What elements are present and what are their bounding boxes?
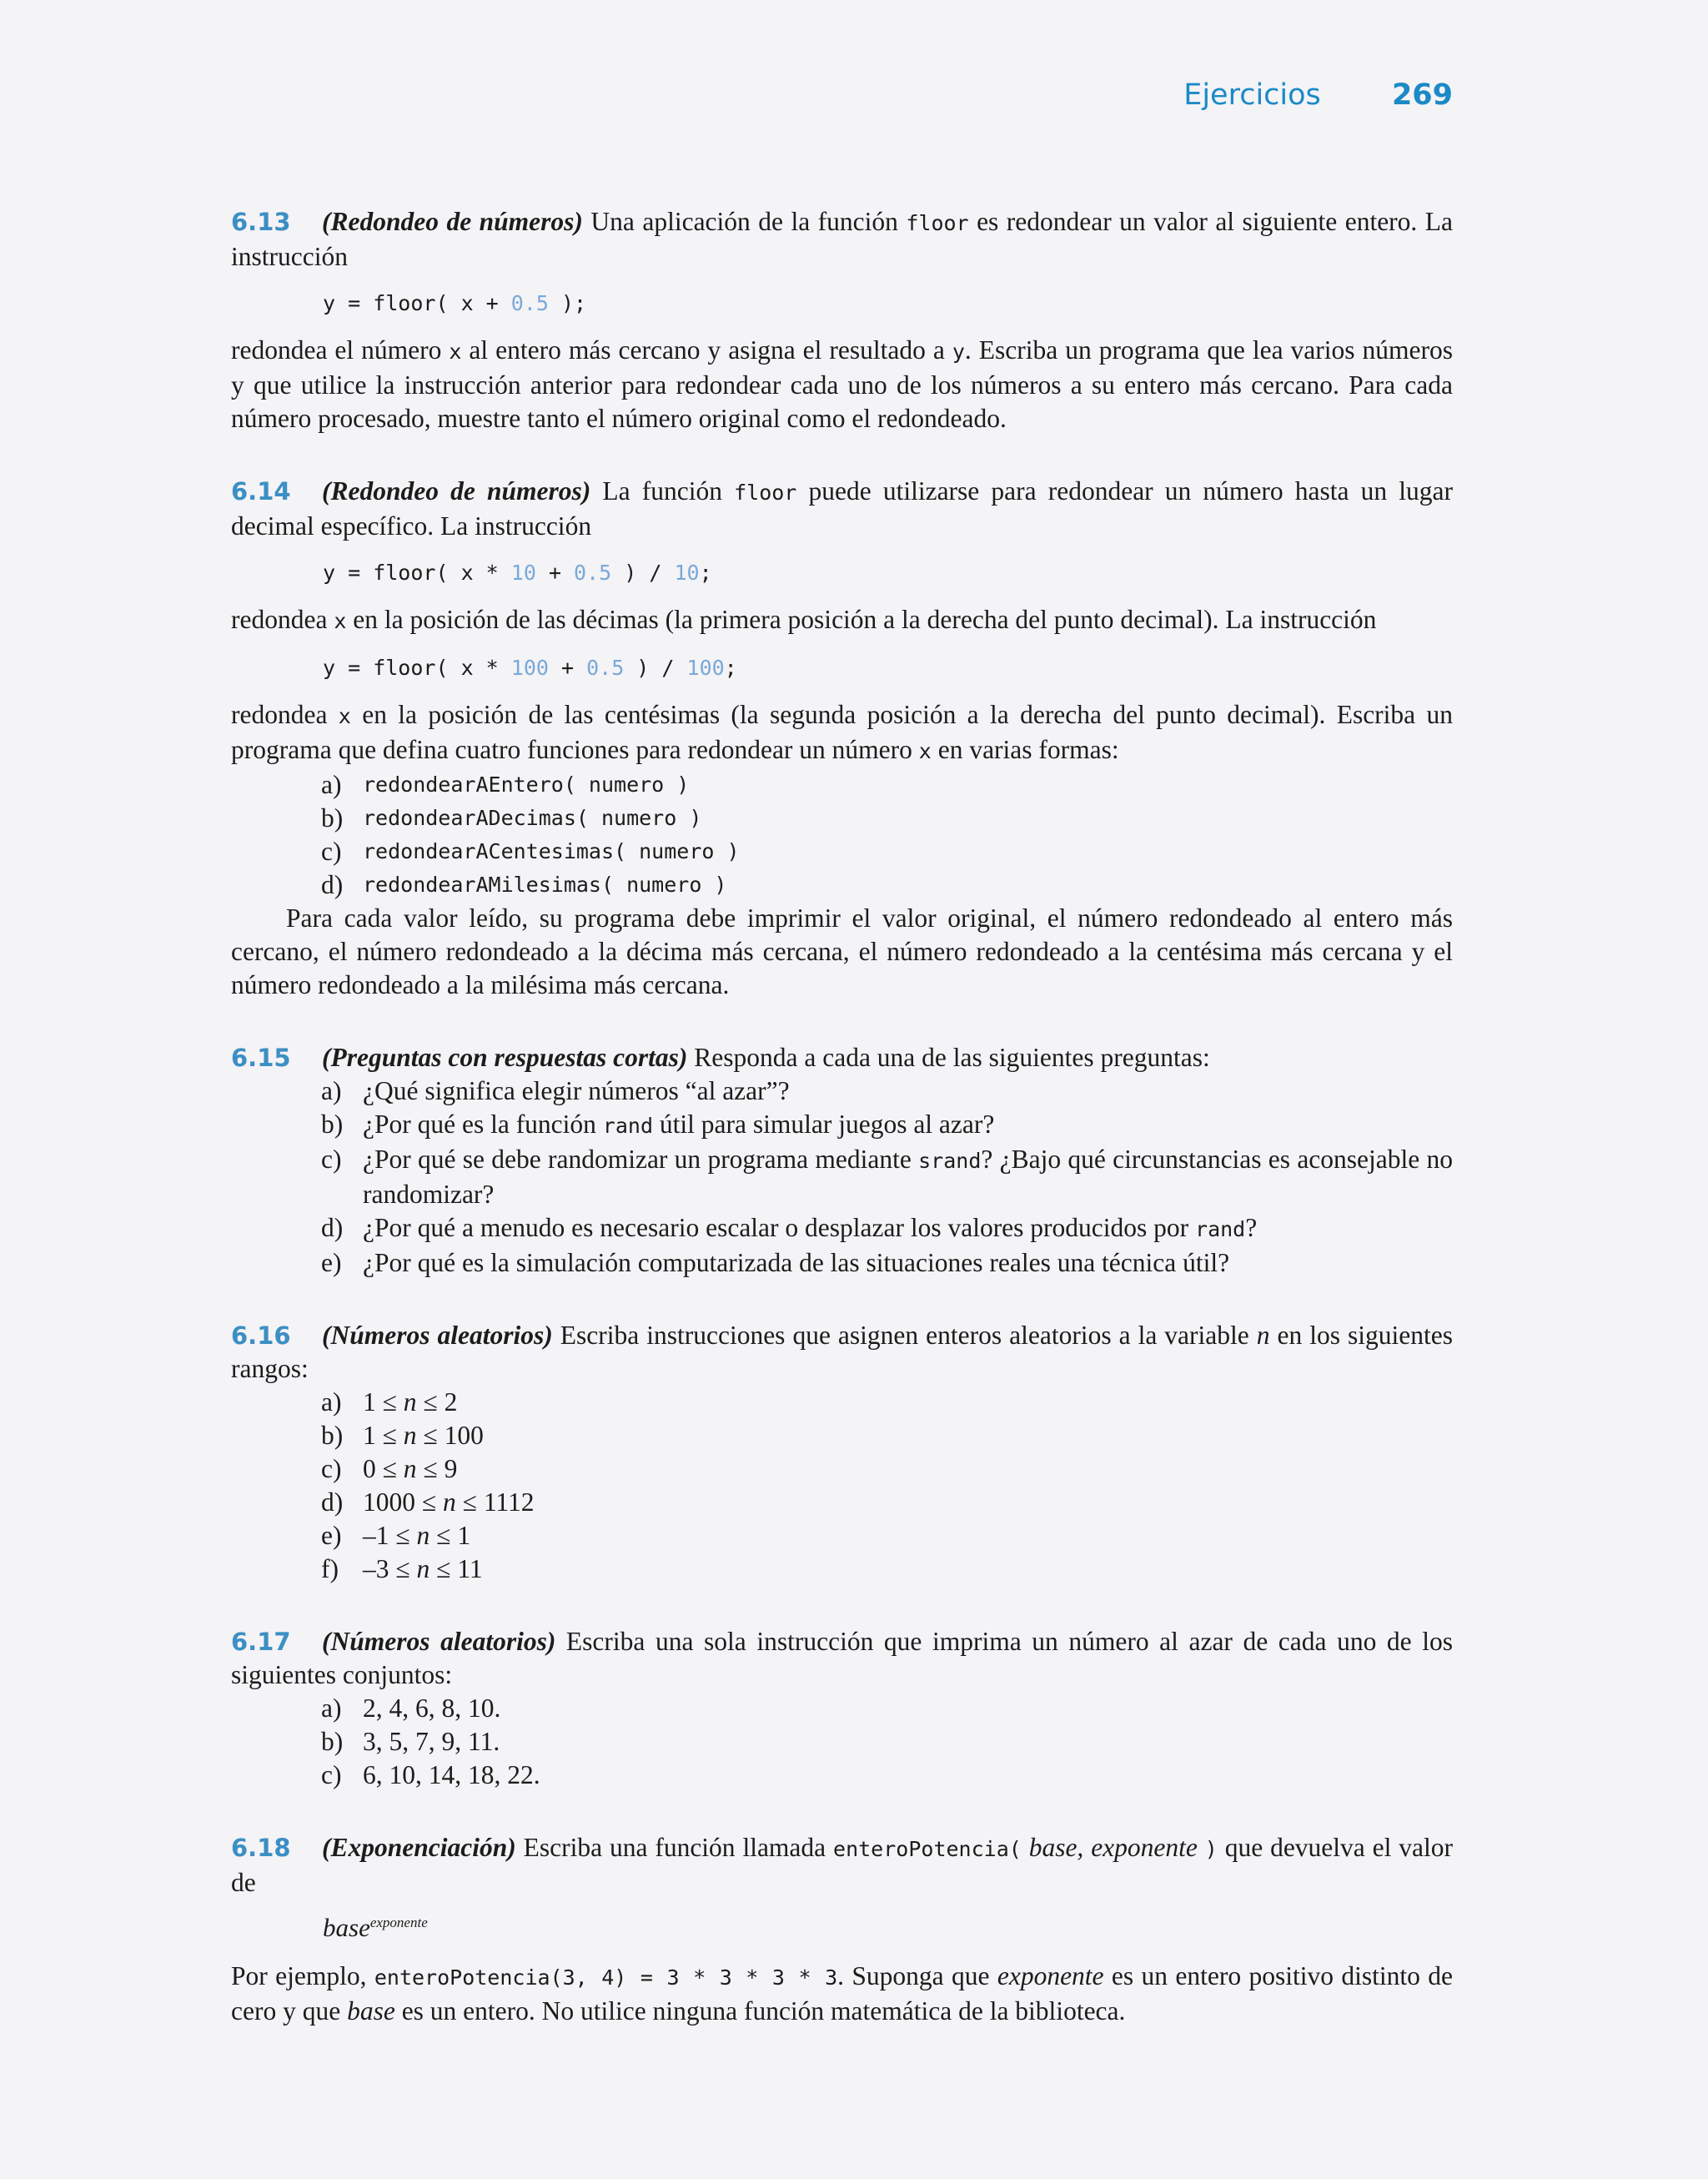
range-low: 1 — [363, 1387, 376, 1417]
inline-code: redondearAEntero( numero ) — [363, 772, 690, 797]
exercise-number: 6.15 — [231, 1044, 291, 1072]
code-block — [323, 556, 1453, 590]
range-expression — [363, 1452, 1453, 1486]
exercise-body — [231, 603, 1453, 638]
range-high: 9 — [444, 1454, 458, 1483]
text: en varias formas: — [931, 735, 1119, 764]
item-label: c) — [321, 1145, 342, 1174]
code-literal: 10 — [510, 561, 536, 585]
exercise-number: 6.18 — [231, 1834, 291, 1862]
relation-symbol: ≤ — [423, 1387, 438, 1417]
item-text: 2, 4, 6, 8, 10. — [363, 1693, 501, 1723]
relation-symbol: ≤ — [423, 1454, 438, 1483]
exercise-6-15 — [231, 1041, 1453, 1280]
text: es un entero positivo distinto de cero y que — [231, 1961, 1453, 2026]
text: es un entero. No utilice ninguna función matemática de la biblioteca. — [394, 1996, 1126, 2026]
list-item — [321, 768, 1453, 802]
exercise-title: (Exponenciación) — [322, 1833, 516, 1862]
list-item — [321, 1452, 1453, 1486]
relation-symbol: ≤ — [421, 1487, 437, 1517]
range-low: 1 — [363, 1421, 376, 1450]
text: que devuelva el valor de — [231, 1833, 1453, 1897]
code-literal: 100 — [686, 656, 725, 680]
range-low: 1000 — [363, 1487, 415, 1517]
text: en la posición de las centésimas (la segunda posición a la derecha del punto decimal). Escriba un programa que defina cuatro funciones para redondear un número — [231, 700, 1454, 764]
text: útil para simular juegos al azar? — [653, 1110, 995, 1139]
inline-code: x — [338, 704, 351, 728]
inline-code: y — [952, 340, 965, 364]
range-expression — [363, 1486, 1453, 1519]
variable: n — [1256, 1321, 1270, 1350]
item-label: b) — [321, 1110, 344, 1139]
text: La función — [590, 476, 735, 506]
exercise-6-17 — [231, 1625, 1453, 1792]
question-list — [321, 1074, 1453, 1280]
code-literal: 10 — [674, 561, 700, 585]
relation-symbol: ≤ — [395, 1521, 410, 1550]
code-text: ) / — [624, 656, 687, 680]
text: redondea el número — [231, 335, 450, 365]
inline-code: x — [918, 739, 932, 763]
exercise-title: (Números aleatorios) — [322, 1321, 553, 1350]
code-literal: 0.5 — [586, 656, 625, 680]
code-text: y = floor( x * — [323, 561, 511, 585]
code-text: ); — [548, 291, 587, 315]
list-item — [321, 1074, 1453, 1108]
inline-code: srand — [918, 1149, 982, 1173]
range-low: –3 — [363, 1554, 389, 1583]
relation-symbol: ≤ — [462, 1487, 477, 1517]
list-item — [321, 1692, 1453, 1725]
code-literal: 0.5 — [574, 561, 612, 585]
parameters: base, exponente — [1021, 1833, 1205, 1862]
exercise-number: 6.13 — [231, 208, 291, 236]
item-label: b) — [321, 1727, 344, 1756]
range-low: –1 — [363, 1521, 389, 1550]
section-title: Ejercicios — [1183, 78, 1321, 112]
item-text: ¿Qué significa elegir números “al azar”? — [363, 1076, 790, 1105]
item-text: 6, 10, 14, 18, 22. — [363, 1760, 540, 1789]
variable: n — [443, 1487, 456, 1517]
range-expression — [363, 1386, 1453, 1419]
function-list — [321, 768, 1453, 902]
inline-code: redondearACentesimas( numero ) — [363, 839, 740, 863]
exercise-intro — [231, 205, 1453, 274]
range-expression — [363, 1519, 1453, 1552]
inline-code: enteroPotencia(3, 4) = 3 * 3 * 3 * 3 — [374, 1965, 838, 1990]
inline-code: ) — [1204, 1837, 1218, 1861]
running-header — [1183, 78, 1453, 112]
list-item — [321, 1759, 1453, 1792]
text: . Suponga que — [837, 1961, 997, 1990]
text: Escriba una sola instrucción que imprima un número al azar de cada uno de los siguientes conjuntos: — [231, 1627, 1453, 1689]
item-label: c) — [321, 1760, 342, 1789]
code-text: ) / — [611, 561, 675, 585]
list-item — [321, 868, 1453, 902]
text: . Escriba un programa que lea varios números y que utilice la instrucción anterior para redondear cada uno de los números a su entero más cercano. Para cada número procesado, muestre tanto el número original como el redondeado. — [231, 335, 1453, 433]
inline-code: floor — [734, 481, 797, 505]
code-literal: 100 — [510, 656, 549, 680]
list-item — [321, 1108, 1453, 1143]
variable: n — [403, 1454, 417, 1483]
page-number: 269 — [1391, 78, 1453, 112]
item-label: c) — [321, 837, 342, 866]
exercise-6-16 — [231, 1319, 1453, 1586]
exercise-6-13 — [231, 205, 1453, 435]
code-text: ; — [699, 561, 712, 585]
range-low: 0 — [363, 1454, 376, 1483]
item-label: d) — [321, 1487, 344, 1517]
exercise-closing: Para cada valor leído, su programa debe imprimir el valor original, el número redondeado al entero más cercano, el número redondeado a la décima más cercana, el número redondeado a la centésima más cercana y el número redondeado a la milésima más cercana. — [231, 903, 1453, 999]
exercise-number: 6.14 — [231, 477, 291, 506]
item-label: d) — [321, 1213, 344, 1242]
exercise-title: (Redondeo de números) — [322, 207, 583, 236]
relation-symbol: ≤ — [395, 1554, 410, 1583]
inline-code: x — [334, 609, 347, 633]
text: redondea — [231, 700, 339, 729]
list-item — [321, 1143, 1453, 1211]
relation-symbol: ≤ — [382, 1387, 397, 1417]
item-text: ¿Por qué es la simulación computarizada de las situaciones reales una técnica útil? — [363, 1248, 1230, 1277]
inline-code: rand — [602, 1114, 654, 1138]
formula-base: base — [323, 1913, 370, 1942]
relation-symbol: ≤ — [423, 1421, 438, 1450]
exercise-6-14 — [231, 475, 1453, 1002]
variable: n — [416, 1554, 430, 1583]
inline-code: floor — [906, 211, 969, 235]
exercise-intro — [231, 1831, 1453, 1900]
item-label: f) — [321, 1554, 339, 1583]
exercise-6-18 — [231, 1831, 1453, 2028]
code-text: + — [535, 561, 575, 585]
exercise-intro — [231, 1319, 1453, 1386]
list-item — [321, 1211, 1453, 1246]
item-text — [363, 1211, 1453, 1246]
code-literal: 0.5 — [510, 291, 549, 315]
item-text: 3, 5, 7, 9, 11. — [363, 1727, 500, 1756]
range-high: 1 — [457, 1521, 471, 1550]
list-item — [321, 1486, 1453, 1519]
item-label: a) — [321, 1693, 342, 1723]
text: Una aplicación de la función — [582, 207, 907, 236]
exercise-number: 6.17 — [231, 1628, 291, 1656]
set-list — [321, 1692, 1453, 1792]
exercise-body — [231, 334, 1453, 435]
range-high: 2 — [444, 1387, 458, 1417]
text: es redondear un valor al siguiente entero. La instrucción — [231, 207, 1453, 271]
item-label: a) — [321, 1387, 342, 1417]
exercise-body — [231, 1960, 1453, 2028]
relation-symbol: ≤ — [382, 1454, 397, 1483]
range-list — [321, 1386, 1453, 1586]
code-block — [323, 652, 1453, 685]
list-item — [321, 1725, 1453, 1759]
text: ¿Por qué es la función — [363, 1110, 603, 1139]
inline-code: redondearADecimas( numero ) — [363, 806, 702, 830]
item-text — [363, 1143, 1453, 1211]
exercise-title: (Preguntas con respuestas cortas) — [322, 1043, 688, 1072]
inline-code: enteroPotencia( — [833, 1837, 1022, 1861]
exercise-number: 6.16 — [231, 1321, 291, 1350]
text: ? ¿Bajo qué circunstancias es aconsejable no randomizar? — [363, 1145, 1453, 1209]
exercise-title: (Números aleatorios) — [322, 1627, 556, 1656]
text: en los siguientes rangos: — [231, 1321, 1453, 1383]
text: redondea — [231, 605, 334, 634]
list-item — [321, 1386, 1453, 1419]
item-label: c) — [321, 1454, 342, 1483]
text: puede utilizarse para redondear un número hasta un lugar decimal específico. La instrucción — [231, 476, 1453, 541]
item-label: e) — [321, 1248, 342, 1277]
item-label: b) — [321, 803, 344, 833]
item-label: d) — [321, 870, 344, 899]
code-block — [323, 287, 1453, 320]
variable: n — [403, 1421, 417, 1450]
code-text: ; — [724, 656, 737, 680]
item-label: a) — [321, 1076, 342, 1105]
text: en la posición de las décimas (la primera posición a la derecha del punto decimal). La instrucción — [346, 605, 1377, 634]
item-label: a) — [321, 770, 342, 799]
inline-code: x — [449, 340, 462, 364]
text: ? — [1245, 1213, 1258, 1242]
exercise-intro — [231, 475, 1453, 543]
text: Por ejemplo, — [231, 1961, 374, 1990]
exercise-intro — [231, 1625, 1453, 1692]
formula-exponent: exponente — [369, 1915, 428, 1930]
list-item — [321, 1519, 1453, 1552]
exercise-body — [231, 698, 1453, 768]
exercise-intro — [231, 1041, 1453, 1074]
relation-symbol: ≤ — [436, 1554, 451, 1583]
range-high: 100 — [444, 1421, 484, 1450]
range-expression — [363, 1419, 1453, 1452]
list-item — [321, 802, 1453, 835]
range-high: 1112 — [483, 1487, 535, 1517]
code-text: y = floor( x * — [323, 656, 511, 680]
inline-code: rand — [1195, 1217, 1246, 1241]
variable: n — [403, 1387, 417, 1417]
relation-symbol: ≤ — [382, 1421, 397, 1450]
variable: base — [347, 1996, 395, 2026]
list-item — [321, 1419, 1453, 1452]
item-label: b) — [321, 1421, 344, 1450]
code-text: y = floor( x + — [323, 291, 511, 315]
variable: n — [416, 1521, 430, 1550]
range-high: 11 — [457, 1554, 483, 1583]
text: ¿Por qué a menudo es necesario escalar o desplazar los valores producidos por — [363, 1213, 1196, 1242]
item-text — [363, 1108, 1453, 1143]
text: Responda a cada una de las siguientes preguntas: — [687, 1043, 1210, 1072]
text: al entero más cercano y asigna el resultado a — [461, 335, 952, 365]
relation-symbol: ≤ — [436, 1521, 451, 1550]
code-text: + — [548, 656, 587, 680]
inline-code: redondearAMilesimas( numero ) — [363, 873, 727, 897]
variable: exponente — [997, 1961, 1104, 1990]
list-item — [321, 835, 1453, 868]
list-item — [321, 1552, 1453, 1586]
text: ¿Por qué se debe randomizar un programa mediante — [363, 1145, 919, 1174]
page-content — [231, 205, 1453, 2067]
item-label: e) — [321, 1521, 342, 1550]
text: Escriba una función llamada — [515, 1833, 834, 1862]
text: Escriba instrucciones que asignen enteros aleatorios a la variable — [552, 1321, 1257, 1350]
list-item — [321, 1246, 1453, 1280]
power-formula — [323, 1911, 1453, 1945]
exercise-title: (Redondeo de números) — [322, 476, 591, 506]
range-expression — [363, 1552, 1453, 1586]
